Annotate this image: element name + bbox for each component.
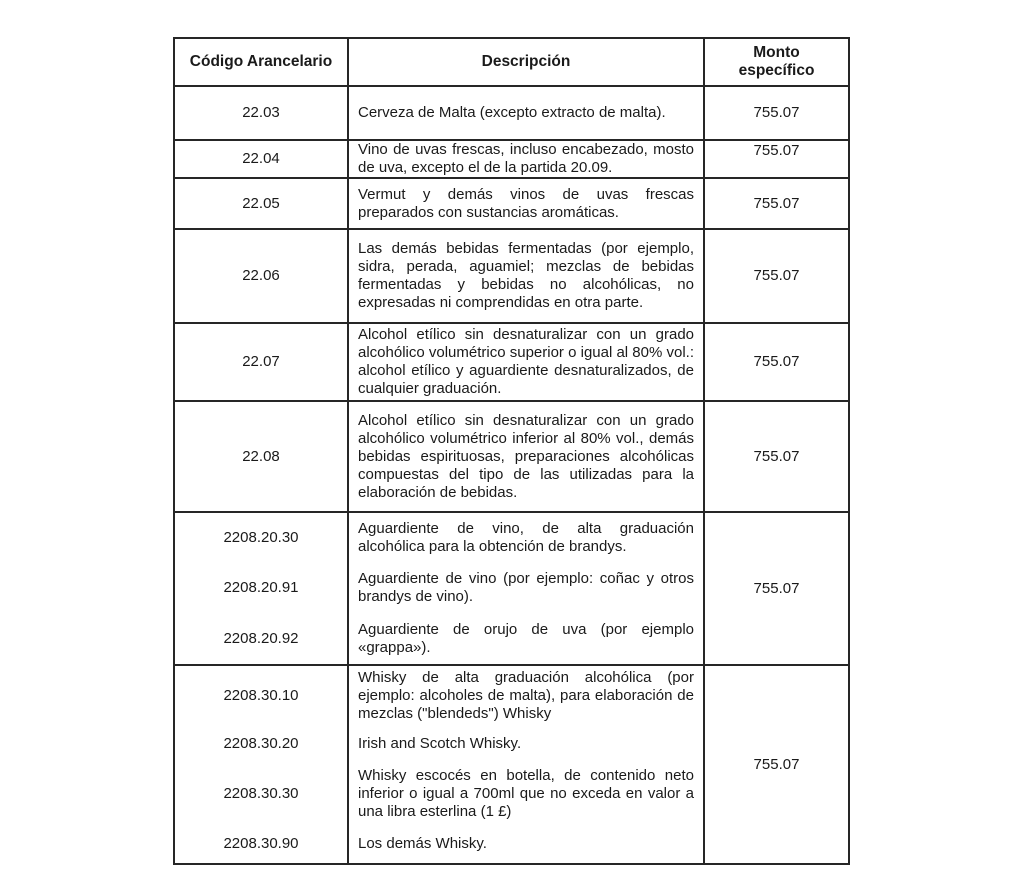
description-2205-text: Vermut y demás vinos de uvas frescas preparados con sustancias aromáticas.	[358, 185, 694, 221]
description-22083090-text: Los demás Whisky.	[358, 835, 487, 852]
amount-2206: 755.07	[704, 229, 849, 323]
description-22083010-text: Whisky de alta graduación alcohólica (por ejemplo: alcoholes de malta), para elaboración de mezclas ("blendeds") Whisky	[358, 668, 694, 722]
description-22083030	[348, 763, 704, 825]
description-2207	[348, 323, 704, 401]
description-2207-text: Alcohol etílico sin desnaturalizar con un grado alcohólico volumétrico superior o igual al 80% vol.: alcohol etílico y aguardiente desnaturalizados, de cualquier graduación.	[358, 326, 695, 397]
code-22083030: 2208.30.30	[174, 763, 348, 825]
code-22082030: 2208.20.30	[174, 512, 348, 562]
row-22083010	[174, 665, 849, 725]
description-22082091-text: Aguardiente de vino (por ejemplo: coñac y otros brandys de vino).	[358, 570, 694, 605]
code-2206: 22.06	[174, 229, 348, 323]
description-2206-text: Las demás bebidas fermentadas (por ejemplo, sidra, perada, aguamiel; mezclas de bebidas fermentadas y bebidas no alcohólicas, no expresadas ni comprendidas en otra parte.	[358, 240, 694, 311]
description-2204	[348, 140, 704, 178]
description-22082030-text: Aguardiente de vino, de alta graduación alcohólica para la obtención de brandys.	[358, 519, 694, 555]
amount-2208-20: 755.07	[704, 401, 849, 512]
description-22082091	[348, 562, 704, 614]
row-2204	[174, 140, 849, 178]
code-2207: 22.07	[174, 323, 348, 401]
code-22083010: 2208.30.10	[174, 665, 348, 725]
code-22082091: 2208.20.91	[174, 562, 348, 614]
amount-2204: 755.07	[704, 140, 849, 178]
code-2205: 22.05	[174, 178, 348, 229]
table-header-row	[174, 38, 849, 86]
tariff-table	[173, 37, 850, 865]
amount-2208-20-group: 755.07	[704, 512, 849, 665]
row-2208	[174, 401, 849, 512]
description-2204-text: Vino de uvas frescas, incluso encabezado, mosto de uva, excepto el de la partida 20.09.	[358, 141, 694, 176]
description-2203-text: Cerveza de Malta (excepto extracto de malta).	[358, 104, 666, 121]
description-2205	[348, 178, 704, 229]
code-2208: 22.08	[174, 401, 348, 512]
description-2206	[348, 229, 704, 323]
description-22083020-text: Irish and Scotch Whisky.	[358, 735, 522, 752]
description-22083030-text: Whisky escocés en botella, de contenido neto inferior o igual a 700ml que no exceda en valor a una libra esterlina (1 £)	[358, 767, 694, 820]
description-2208-text: Alcohol etílico sin desnaturalizar con un grado alcohólico volumétrico inferior al 80% vol., demás bebidas espirituosas, preparaciones alcohólicas compuestas del tipo de las utilizadas para la elaboración de bebidas.	[358, 411, 694, 501]
row-2203	[174, 86, 849, 140]
code-2204: 22.04	[174, 140, 348, 178]
description-22083090	[348, 825, 704, 864]
amount-2203: 755.07	[704, 86, 849, 140]
description-2208	[348, 401, 704, 512]
amount-2207: 755.07	[704, 323, 849, 401]
header-monto-especifico: Monto específico	[704, 38, 849, 86]
code-22083020: 2208.30.20	[174, 725, 348, 763]
amount-2205: 755.07	[704, 178, 849, 229]
header-codigo-arancelario: Código Arancelario	[174, 38, 348, 86]
header-descripcion: Descripción	[348, 38, 704, 86]
code-2203: 22.03	[174, 86, 348, 140]
amount-2208-30-group: 755.07	[704, 665, 849, 864]
row-2207	[174, 323, 849, 401]
description-22083010	[348, 665, 704, 725]
code-22083090: 2208.30.90	[174, 825, 348, 864]
description-2203	[348, 86, 704, 140]
description-22083020	[348, 725, 704, 763]
code-22082092: 2208.20.92	[174, 614, 348, 665]
row-22082030	[174, 512, 849, 562]
description-22082092	[348, 614, 704, 665]
description-22082030	[348, 512, 704, 562]
row-2206	[174, 229, 849, 323]
description-22082092-text: Aguardiente de orujo de uva (por ejemplo «grappa»).	[358, 621, 694, 656]
row-2205	[174, 178, 849, 229]
